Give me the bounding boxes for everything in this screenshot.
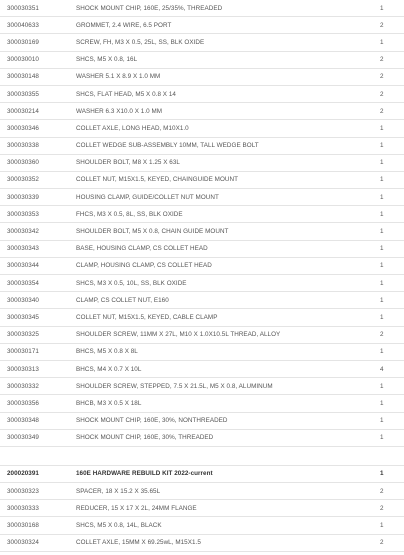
part-number: 300030333 [7,504,39,512]
part-quantity: 4 [380,365,384,373]
part-number: 300030342 [7,228,39,236]
table-row [0,483,404,500]
part-quantity: 1 [380,522,384,530]
part-quantity: 1 [380,228,384,236]
part-quantity: 2 [380,539,384,547]
part-number: 300030340 [7,296,39,304]
table-row [0,344,404,361]
table-row [0,361,404,378]
table-row [0,517,404,534]
part-quantity: 1 [380,434,384,442]
part-description: WASHER 6.3 X10.0 X 1.0 MM [76,107,163,115]
part-number: 300030353 [7,210,39,218]
part-description: BHCB, M3 X 0.5 X 18L [76,399,142,407]
part-quantity: 1 [380,124,384,132]
kit-parts-table [0,466,404,552]
part-quantity: 2 [380,331,384,339]
table-row [0,172,404,189]
table-row [0,52,404,69]
part-description: COLLET NUT, M15X1.5, KEYED, CHAINGUIDE MOUNT [76,176,238,184]
part-quantity: 1 [380,245,384,253]
part-description: 160E HARDWARE REBUILD KIT 2022-current [76,470,213,478]
part-number: 300030313 [7,365,39,373]
part-quantity: 1 [380,279,384,287]
part-number: 300030010 [7,56,39,64]
table-row [0,206,404,223]
part-number: 300030348 [7,417,39,425]
part-quantity: 2 [380,73,384,81]
part-quantity: 2 [380,487,384,495]
part-description: SHOULDER BOLT, M8 X 1.25 X 63L [76,159,180,167]
part-number: 300030351 [7,4,39,12]
part-quantity: 2 [380,90,384,98]
part-description: SHOULDER SCREW, 11MM X 27L, M10 X 1.0X10.5L THREAD, ALLOY [76,331,281,339]
table-row [0,500,404,517]
part-number: 300040633 [7,21,39,29]
part-number: 300030355 [7,90,39,98]
part-description: COLLET NUT, M15X1.5, KEYED, CABLE CLAMP [76,313,218,321]
table-row [0,258,404,275]
table-row [0,535,404,552]
part-quantity: 1 [380,313,384,321]
part-quantity: 1 [380,193,384,201]
part-quantity: 1 [380,382,384,390]
part-quantity: 1 [380,4,384,12]
part-quantity: 1 [380,176,384,184]
part-number: 300030343 [7,245,39,253]
part-description: GROMMET, 2.4 WIRE, 6.5 PORT [76,21,172,29]
part-quantity: 1 [380,142,384,150]
part-description: SCREW, FH, M3 X 0.5, 25L, SS, BLK OXIDE [76,38,205,46]
part-quantity: 1 [380,470,384,478]
part-quantity: 2 [380,56,384,64]
part-description: REDUCER, 15 X 17 X 2L, 24MM FLANGE [76,504,197,512]
table-row [0,138,404,155]
part-description: SHOCK MOUNT CHIP, 160E, 25/35%, THREADED [76,4,223,12]
part-number: 300030323 [7,487,39,495]
part-number: 300030344 [7,262,39,270]
part-number: 300030360 [7,159,39,167]
part-quantity: 1 [380,296,384,304]
part-description: BHCS, M4 X 0.7 X 10L [76,365,142,373]
part-number: 300030171 [7,348,39,356]
part-description: SHOULDER SCREW, STEPPED, 7.5 X 21.5L, M5 X 0.8, ALUMINUM [76,382,273,390]
part-description: CLAMP, HOUSING CLAMP, CS COLLET HEAD [76,262,212,270]
part-number: 300030356 [7,399,39,407]
table-row [0,103,404,120]
part-number: 300030332 [7,382,39,390]
table-row [0,17,404,34]
table-row [0,69,404,86]
part-description: COLLET AXLE, LONG HEAD, M10X1.0 [76,124,189,132]
part-quantity: 2 [380,107,384,115]
part-description: SPACER, 18 X 15.2 X 35.65L [76,487,161,495]
part-quantity: 1 [380,417,384,425]
part-number: 300030325 [7,331,39,339]
part-number: 300030324 [7,539,39,547]
part-quantity: 2 [380,504,384,512]
part-description: SHCS, M5 X 0.8, 14L, BLACK [76,522,162,530]
part-quantity: 2 [380,21,384,29]
part-number: 300030354 [7,279,39,287]
part-quantity: 1 [380,262,384,270]
part-number: 300030346 [7,124,39,132]
part-number: 300030168 [7,522,39,530]
part-number: 300030214 [7,107,39,115]
part-number: 300030338 [7,142,39,150]
table-row [0,34,404,51]
table-row [0,327,404,344]
part-quantity: 1 [380,210,384,218]
part-quantity: 1 [380,348,384,356]
table-row [0,86,404,103]
part-number: 200020391 [7,470,39,478]
section-gap [0,447,404,466]
part-description: COLLET WEDGE SUB-ASSEMBLY 10MM, TALL WEDGE BOLT [76,142,259,150]
part-description: HOUSING CLAMP, GUIDE/COLLET NUT MOUNT [76,193,219,201]
part-description: SHOCK MOUNT CHIP, 160E, 30%, NONTHREADED [76,417,228,425]
part-number: 300030349 [7,434,39,442]
table-row [0,120,404,137]
part-description: SHCS, M3 X 0.5, 10L, SS, BLK OXIDE [76,279,187,287]
part-description: BASE, HOUSING CLAMP, CS COLLET HEAD [76,245,208,253]
part-number: 300030148 [7,73,39,81]
table-row [0,430,404,447]
part-quantity: 1 [380,38,384,46]
part-description: SHOULDER BOLT, M5 X 0.8, CHAIN GUIDE MOUNT [76,228,229,236]
part-description: CLAMP, CS COLLET NUT, E160 [76,296,169,304]
part-number: 300030169 [7,38,39,46]
part-description: COLLET AXLE, 15MM X 69.25wL, M15X1.5 [76,539,201,547]
part-quantity: 1 [380,159,384,167]
table-row [0,223,404,240]
table-row [0,395,404,412]
part-number: 300030339 [7,193,39,201]
part-description: WASHER 5.1 X 8.9 X 1.0 MM [76,73,161,81]
table-row [0,309,404,326]
kit-header-row [0,466,404,483]
table-row [0,189,404,206]
part-description: SHCS, FLAT HEAD, M5 X 0.8 X 14 [76,90,176,98]
table-row [0,155,404,172]
table-row [0,241,404,258]
table-row [0,0,404,17]
table-row [0,378,404,395]
part-description: SHCS, M5 X 0.8, 16L [76,56,138,64]
table-row [0,292,404,309]
part-quantity: 1 [380,399,384,407]
part-description: FHCS, M3 X 0.5, 8L, SS, BLK OXIDE [76,210,183,218]
table-row [0,413,404,430]
part-number: 300030345 [7,313,39,321]
part-description: BHCS, M5 X 0.8 X 8L [76,348,138,356]
part-number: 300030352 [7,176,39,184]
table-row [0,275,404,292]
part-description: SHOCK MOUNT CHIP, 160E, 30%, THREADED [76,434,214,442]
